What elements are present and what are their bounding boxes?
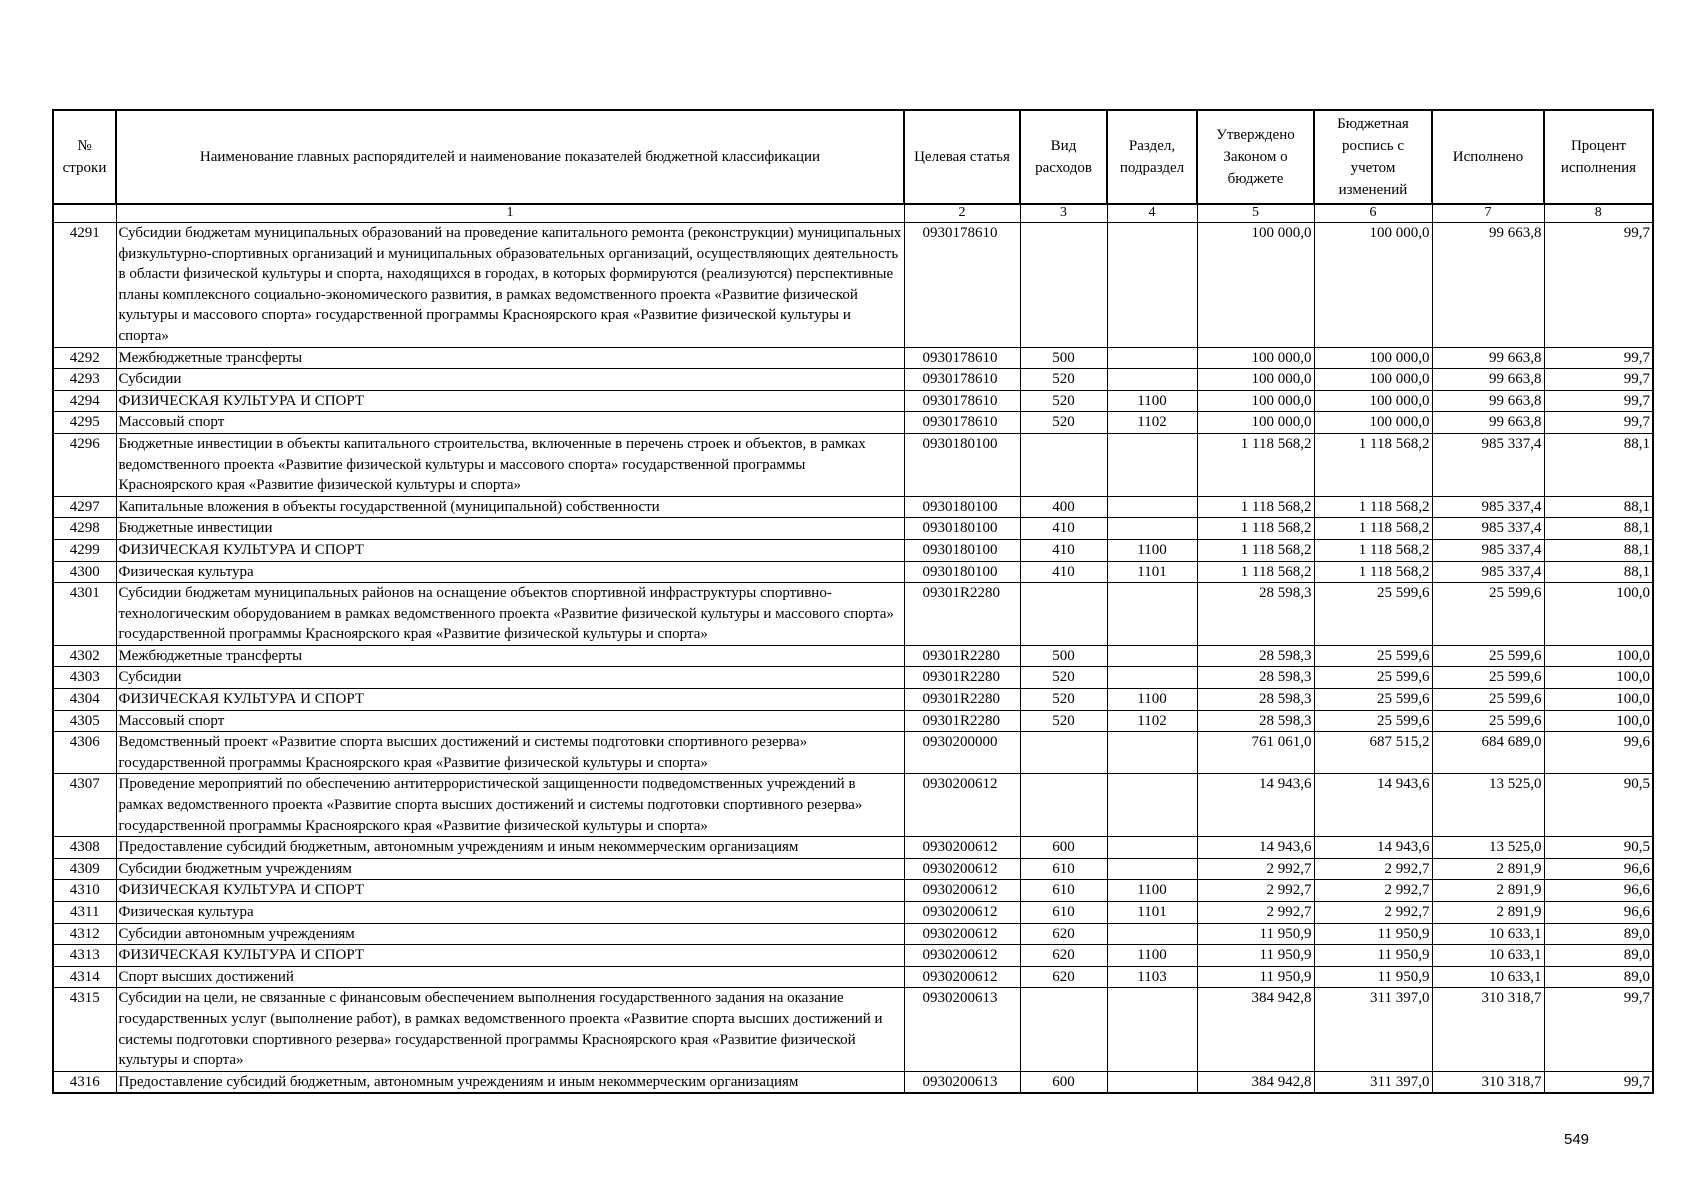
row-section: 1100 (1107, 689, 1197, 711)
table-row (53, 539, 1653, 561)
row-expense-kind: 400 (1020, 496, 1107, 518)
table-row (53, 689, 1653, 711)
row-expense-kind: 520 (1020, 412, 1107, 434)
row-number: 4298 (53, 518, 116, 540)
row-budget-schedule: 14 943,6 (1314, 774, 1432, 837)
row-approved: 14 943,6 (1197, 837, 1314, 859)
row-section (1107, 732, 1197, 774)
row-number: 4309 (53, 858, 116, 880)
table-row (53, 518, 1653, 540)
row-number: 4310 (53, 880, 116, 902)
row-approved: 2 992,7 (1197, 880, 1314, 902)
row-target-article: 0930200612 (904, 880, 1020, 902)
row-budget-schedule: 25 599,6 (1314, 710, 1432, 732)
header-section: Раздел, подраздел (1107, 110, 1197, 204)
row-approved: 100 000,0 (1197, 390, 1314, 412)
header-executed: Исполнено (1432, 110, 1544, 204)
table-row (53, 412, 1653, 434)
table-row (53, 223, 1653, 348)
row-budget-schedule: 2 992,7 (1314, 858, 1432, 880)
row-name: Межбюджетные трансферты (116, 347, 904, 369)
header-approved: Утверждено Законом о бюджете (1197, 110, 1314, 204)
row-approved: 28 598,3 (1197, 645, 1314, 667)
row-expense-kind: 610 (1020, 902, 1107, 924)
row-number: 4296 (53, 433, 116, 496)
table-row (53, 988, 1653, 1071)
row-expense-kind: 610 (1020, 858, 1107, 880)
row-executed: 10 633,1 (1432, 945, 1544, 967)
row-approved: 11 950,9 (1197, 923, 1314, 945)
row-budget-schedule: 311 397,0 (1314, 988, 1432, 1071)
row-number: 4291 (53, 223, 116, 348)
header-name: Наименование главных распорядителей и наименование показателей бюджетной классификации (116, 110, 904, 204)
row-budget-schedule: 2 992,7 (1314, 880, 1432, 902)
row-expense-kind (1020, 583, 1107, 646)
row-expense-kind: 620 (1020, 966, 1107, 988)
table-row (53, 902, 1653, 924)
row-target-article: 09301R2280 (904, 710, 1020, 732)
table-row (53, 858, 1653, 880)
row-executed: 985 337,4 (1432, 561, 1544, 583)
row-budget-schedule: 11 950,9 (1314, 945, 1432, 967)
row-percent: 100,0 (1544, 710, 1653, 732)
row-target-article: 0930200612 (904, 902, 1020, 924)
row-name: ФИЗИЧЕСКАЯ КУЛЬТУРА И СПОРТ (116, 945, 904, 967)
row-percent: 99,7 (1544, 412, 1653, 434)
row-approved: 2 992,7 (1197, 902, 1314, 924)
row-expense-kind: 520 (1020, 710, 1107, 732)
row-executed: 99 663,8 (1432, 412, 1544, 434)
row-number: 4306 (53, 732, 116, 774)
row-number: 4294 (53, 390, 116, 412)
row-approved: 11 950,9 (1197, 945, 1314, 967)
row-executed: 10 633,1 (1432, 923, 1544, 945)
table-row (53, 732, 1653, 774)
table-row (53, 561, 1653, 583)
row-number: 4301 (53, 583, 116, 646)
row-number: 4305 (53, 710, 116, 732)
row-name: ФИЗИЧЕСКАЯ КУЛЬТУРА И СПОРТ (116, 689, 904, 711)
row-section (1107, 518, 1197, 540)
row-target-article: 09301R2280 (904, 645, 1020, 667)
row-section: 1100 (1107, 390, 1197, 412)
row-approved: 100 000,0 (1197, 412, 1314, 434)
row-percent: 88,1 (1544, 433, 1653, 496)
row-number: 4295 (53, 412, 116, 434)
table-row (53, 369, 1653, 391)
row-executed: 13 525,0 (1432, 774, 1544, 837)
row-percent: 99,6 (1544, 732, 1653, 774)
row-target-article: 0930200612 (904, 945, 1020, 967)
row-budget-schedule: 311 397,0 (1314, 1071, 1432, 1093)
column-number: 4 (1107, 204, 1197, 223)
row-approved: 1 118 568,2 (1197, 518, 1314, 540)
row-percent: 100,0 (1544, 689, 1653, 711)
row-name: ФИЗИЧЕСКАЯ КУЛЬТУРА И СПОРТ (116, 390, 904, 412)
table-row (53, 923, 1653, 945)
header-budget: Бюджетная роспись с учетом изменений (1314, 110, 1432, 204)
row-expense-kind: 610 (1020, 880, 1107, 902)
table-row (53, 433, 1653, 496)
table-row (53, 880, 1653, 902)
row-target-article: 0930178610 (904, 412, 1020, 434)
column-number (53, 204, 116, 223)
row-expense-kind (1020, 988, 1107, 1071)
row-expense-kind: 600 (1020, 837, 1107, 859)
row-expense-kind: 600 (1020, 1071, 1107, 1093)
row-number: 4302 (53, 645, 116, 667)
row-budget-schedule: 687 515,2 (1314, 732, 1432, 774)
row-executed: 2 891,9 (1432, 880, 1544, 902)
row-number: 4315 (53, 988, 116, 1071)
row-target-article: 0930178610 (904, 369, 1020, 391)
row-number: 4312 (53, 923, 116, 945)
row-approved: 1 118 568,2 (1197, 496, 1314, 518)
row-number: 4313 (53, 945, 116, 967)
row-section (1107, 433, 1197, 496)
row-percent: 89,0 (1544, 945, 1653, 967)
row-approved: 761 061,0 (1197, 732, 1314, 774)
table-row (53, 496, 1653, 518)
row-name: Массовый спорт (116, 412, 904, 434)
row-expense-kind: 620 (1020, 923, 1107, 945)
row-number: 4316 (53, 1071, 116, 1093)
row-approved: 11 950,9 (1197, 966, 1314, 988)
row-budget-schedule: 100 000,0 (1314, 412, 1432, 434)
row-expense-kind (1020, 732, 1107, 774)
row-number: 4307 (53, 774, 116, 837)
row-section (1107, 223, 1197, 348)
row-expense-kind: 520 (1020, 689, 1107, 711)
row-executed: 99 663,8 (1432, 390, 1544, 412)
row-name: Ведомственный проект «Развитие спорта высших достижений и системы подготовки спортивного резерва» государственной программы Красноярского края «Развитие физической культуры и спорта» (116, 732, 904, 774)
row-budget-schedule: 25 599,6 (1314, 645, 1432, 667)
row-section (1107, 1071, 1197, 1093)
column-number: 5 (1197, 204, 1314, 223)
table-row (53, 837, 1653, 859)
row-expense-kind (1020, 774, 1107, 837)
row-section (1107, 774, 1197, 837)
table-row (53, 774, 1653, 837)
row-number: 4299 (53, 539, 116, 561)
row-percent: 88,1 (1544, 561, 1653, 583)
row-percent: 89,0 (1544, 923, 1653, 945)
row-approved: 1 118 568,2 (1197, 561, 1314, 583)
row-name: ФИЗИЧЕСКАЯ КУЛЬТУРА И СПОРТ (116, 880, 904, 902)
row-expense-kind: 520 (1020, 369, 1107, 391)
row-percent: 90,5 (1544, 774, 1653, 837)
row-name: Межбюджетные трансферты (116, 645, 904, 667)
table-row (53, 1071, 1653, 1093)
row-executed: 99 663,8 (1432, 347, 1544, 369)
row-budget-schedule: 100 000,0 (1314, 369, 1432, 391)
row-target-article: 0930200612 (904, 923, 1020, 945)
row-target-article: 0930178610 (904, 390, 1020, 412)
row-target-article: 0930200612 (904, 774, 1020, 837)
row-budget-schedule: 100 000,0 (1314, 347, 1432, 369)
row-section: 1100 (1107, 945, 1197, 967)
row-name: Предоставление субсидий бюджетным, автономным учреждениям и иным некоммерческим организациям (116, 1071, 904, 1093)
row-percent: 100,0 (1544, 667, 1653, 689)
row-name: Массовый спорт (116, 710, 904, 732)
row-expense-kind: 410 (1020, 518, 1107, 540)
table-row (53, 966, 1653, 988)
row-name: Бюджетные инвестиции (116, 518, 904, 540)
row-executed: 99 663,8 (1432, 223, 1544, 348)
table-row (53, 710, 1653, 732)
row-budget-schedule: 14 943,6 (1314, 837, 1432, 859)
row-target-article: 0930180100 (904, 561, 1020, 583)
row-executed: 25 599,6 (1432, 583, 1544, 646)
row-executed: 99 663,8 (1432, 369, 1544, 391)
row-budget-schedule: 1 118 568,2 (1314, 539, 1432, 561)
table-row (53, 390, 1653, 412)
row-number: 4300 (53, 561, 116, 583)
row-budget-schedule: 25 599,6 (1314, 583, 1432, 646)
row-budget-schedule: 1 118 568,2 (1314, 518, 1432, 540)
row-percent: 96,6 (1544, 858, 1653, 880)
row-name: Субсидии автономным учреждениям (116, 923, 904, 945)
row-section: 1100 (1107, 880, 1197, 902)
row-section (1107, 923, 1197, 945)
row-budget-schedule: 25 599,6 (1314, 689, 1432, 711)
row-section: 1102 (1107, 710, 1197, 732)
row-percent: 99,7 (1544, 347, 1653, 369)
row-name: Спорт высших достижений (116, 966, 904, 988)
row-expense-kind: 500 (1020, 347, 1107, 369)
row-budget-schedule: 11 950,9 (1314, 966, 1432, 988)
row-number: 4314 (53, 966, 116, 988)
row-target-article: 0930180100 (904, 433, 1020, 496)
row-executed: 25 599,6 (1432, 645, 1544, 667)
table-row (53, 645, 1653, 667)
row-expense-kind: 520 (1020, 390, 1107, 412)
row-approved: 28 598,3 (1197, 710, 1314, 732)
row-section: 1102 (1107, 412, 1197, 434)
row-target-article: 0930200612 (904, 858, 1020, 880)
row-name: Физическая культура (116, 902, 904, 924)
row-target-article: 0930200000 (904, 732, 1020, 774)
column-number: 1 (116, 204, 904, 223)
row-name: Субсидии (116, 369, 904, 391)
budget-table (52, 109, 1654, 1094)
row-name: Бюджетные инвестиции в объекты капитального строительства, включенные в перечень строек и объектов, в рамках ведомственного проекта «Развитие физической культуры и массового спорта» государственной программы Красноярского края «Развитие физической культуры и спорта» (116, 433, 904, 496)
row-executed: 2 891,9 (1432, 858, 1544, 880)
row-percent: 88,1 (1544, 496, 1653, 518)
table-row (53, 583, 1653, 646)
row-name: Физическая культура (116, 561, 904, 583)
row-target-article: 0930180100 (904, 496, 1020, 518)
row-approved: 1 118 568,2 (1197, 539, 1314, 561)
header-row-no: № строки (53, 110, 116, 204)
table-row (53, 347, 1653, 369)
row-executed: 13 525,0 (1432, 837, 1544, 859)
row-approved: 14 943,6 (1197, 774, 1314, 837)
row-target-article: 09301R2280 (904, 667, 1020, 689)
row-budget-schedule: 1 118 568,2 (1314, 561, 1432, 583)
document-page (52, 109, 1652, 1094)
row-approved: 1 118 568,2 (1197, 433, 1314, 496)
row-number: 4304 (53, 689, 116, 711)
column-number: 3 (1020, 204, 1107, 223)
row-section: 1103 (1107, 966, 1197, 988)
row-executed: 25 599,6 (1432, 710, 1544, 732)
row-name: Субсидии бюджетам муниципальных образований на проведение капитального ремонта (реконструкции) муниципальных физкультурно-спортивных организаций и муниципальных образовательных организаций, осуществляющих деятельность в области физической культуры и спорта, находящихся в городах, в которых формируются (реализуются) перспективные планы комплексного социально-экономического развития, в рамках ведомственного проекта «Развитие физической культуры и массового спорта» государственной программы Красноярского края «Развитие физической культуры и спорта» (116, 223, 904, 348)
row-number: 4293 (53, 369, 116, 391)
row-number: 4308 (53, 837, 116, 859)
row-executed: 985 337,4 (1432, 539, 1544, 561)
row-section (1107, 667, 1197, 689)
row-executed: 25 599,6 (1432, 667, 1544, 689)
row-expense-kind: 410 (1020, 539, 1107, 561)
row-approved: 2 992,7 (1197, 858, 1314, 880)
row-budget-schedule: 2 992,7 (1314, 902, 1432, 924)
row-approved: 28 598,3 (1197, 689, 1314, 711)
column-numbers-row (53, 204, 1653, 223)
row-section (1107, 645, 1197, 667)
row-name: Субсидии бюджетным учреждениям (116, 858, 904, 880)
row-number: 4311 (53, 902, 116, 924)
row-section (1107, 496, 1197, 518)
row-target-article: 0930180100 (904, 539, 1020, 561)
row-number: 4297 (53, 496, 116, 518)
row-executed: 2 891,9 (1432, 902, 1544, 924)
row-percent: 90,5 (1544, 837, 1653, 859)
row-percent: 88,1 (1544, 518, 1653, 540)
row-section (1107, 369, 1197, 391)
row-approved: 384 942,8 (1197, 988, 1314, 1071)
column-number: 2 (904, 204, 1020, 223)
row-name: Предоставление субсидий бюджетным, автономным учреждениям и иным некоммерческим организациям (116, 837, 904, 859)
row-percent: 99,7 (1544, 223, 1653, 348)
row-executed: 310 318,7 (1432, 1071, 1544, 1093)
row-percent: 96,6 (1544, 902, 1653, 924)
row-percent: 100,0 (1544, 583, 1653, 646)
row-target-article: 0930200613 (904, 988, 1020, 1071)
header-kind: Вид расходов (1020, 110, 1107, 204)
row-approved: 100 000,0 (1197, 369, 1314, 391)
row-section (1107, 583, 1197, 646)
row-section (1107, 347, 1197, 369)
row-budget-schedule: 11 950,9 (1314, 923, 1432, 945)
header-target: Целевая статья (904, 110, 1020, 204)
row-percent: 99,7 (1544, 988, 1653, 1071)
row-name: ФИЗИЧЕСКАЯ КУЛЬТУРА И СПОРТ (116, 539, 904, 561)
row-executed: 985 337,4 (1432, 496, 1544, 518)
table-row (53, 667, 1653, 689)
row-name: Проведение мероприятий по обеспечению антитеррористической защищенности подведомственных учреждений в рамках ведомственного проекта «Развитие спорта высших достижений и системы подготовки спортивного резерва» государственной программы Красноярского края «Развитие физической культуры и спорта» (116, 774, 904, 837)
row-number: 4303 (53, 667, 116, 689)
row-section: 1101 (1107, 561, 1197, 583)
row-percent: 99,7 (1544, 369, 1653, 391)
row-executed: 684 689,0 (1432, 732, 1544, 774)
row-approved: 28 598,3 (1197, 583, 1314, 646)
row-budget-schedule: 25 599,6 (1314, 667, 1432, 689)
row-percent: 88,1 (1544, 539, 1653, 561)
row-percent: 89,0 (1544, 966, 1653, 988)
row-budget-schedule: 1 118 568,2 (1314, 433, 1432, 496)
row-percent: 99,7 (1544, 1071, 1653, 1093)
row-percent: 100,0 (1544, 645, 1653, 667)
row-name: Субсидии бюджетам муниципальных районов на оснащение объектов спортивной инфраструктуры спортивно-технологическим оборудованием в рамках ведомственного проекта «Развитие физической культуры и массового спорта» государственной программы Красноярского края «Развитие физической культуры и спорта» (116, 583, 904, 646)
header-percent: Процент исполнения (1544, 110, 1653, 204)
row-budget-schedule: 100 000,0 (1314, 223, 1432, 348)
row-target-article: 0930178610 (904, 347, 1020, 369)
row-expense-kind: 520 (1020, 667, 1107, 689)
row-target-article: 0930178610 (904, 223, 1020, 348)
row-budget-schedule: 1 118 568,2 (1314, 496, 1432, 518)
page-number: 549 (1564, 1131, 1590, 1148)
row-executed: 310 318,7 (1432, 988, 1544, 1071)
row-target-article: 0930180100 (904, 518, 1020, 540)
row-section (1107, 837, 1197, 859)
row-approved: 384 942,8 (1197, 1071, 1314, 1093)
row-number: 4292 (53, 347, 116, 369)
row-approved: 100 000,0 (1197, 347, 1314, 369)
column-number: 6 (1314, 204, 1432, 223)
row-name: Субсидии на цели, не связанные с финансовым обеспечением выполнения государственного задания на оказание государственных услуг (выполнение работ), в рамках ведомственного проекта «Развитие спорта высших достижений и системы подготовки спортивного резерва» государственной программы Красноярского края «Развитие физической культуры и спорта» (116, 988, 904, 1071)
row-approved: 100 000,0 (1197, 223, 1314, 348)
table-row (53, 945, 1653, 967)
row-name: Капитальные вложения в объекты государственной (муниципальной) собственности (116, 496, 904, 518)
row-expense-kind (1020, 433, 1107, 496)
row-name: Субсидии (116, 667, 904, 689)
row-expense-kind: 410 (1020, 561, 1107, 583)
column-number: 7 (1432, 204, 1544, 223)
row-executed: 25 599,6 (1432, 689, 1544, 711)
column-number: 8 (1544, 204, 1653, 223)
row-target-article: 09301R2280 (904, 583, 1020, 646)
row-percent: 96,6 (1544, 880, 1653, 902)
row-target-article: 0930200613 (904, 1071, 1020, 1093)
row-executed: 10 633,1 (1432, 966, 1544, 988)
row-target-article: 0930200612 (904, 966, 1020, 988)
row-target-article: 0930200612 (904, 837, 1020, 859)
row-expense-kind: 620 (1020, 945, 1107, 967)
row-section: 1100 (1107, 539, 1197, 561)
row-expense-kind (1020, 223, 1107, 348)
row-section (1107, 988, 1197, 1071)
row-executed: 985 337,4 (1432, 518, 1544, 540)
row-section: 1101 (1107, 902, 1197, 924)
table-header (53, 110, 1653, 204)
table-body (53, 204, 1653, 1093)
row-approved: 28 598,3 (1197, 667, 1314, 689)
row-percent: 99,7 (1544, 390, 1653, 412)
row-expense-kind: 500 (1020, 645, 1107, 667)
row-budget-schedule: 100 000,0 (1314, 390, 1432, 412)
row-target-article: 09301R2280 (904, 689, 1020, 711)
row-executed: 985 337,4 (1432, 433, 1544, 496)
row-section (1107, 858, 1197, 880)
